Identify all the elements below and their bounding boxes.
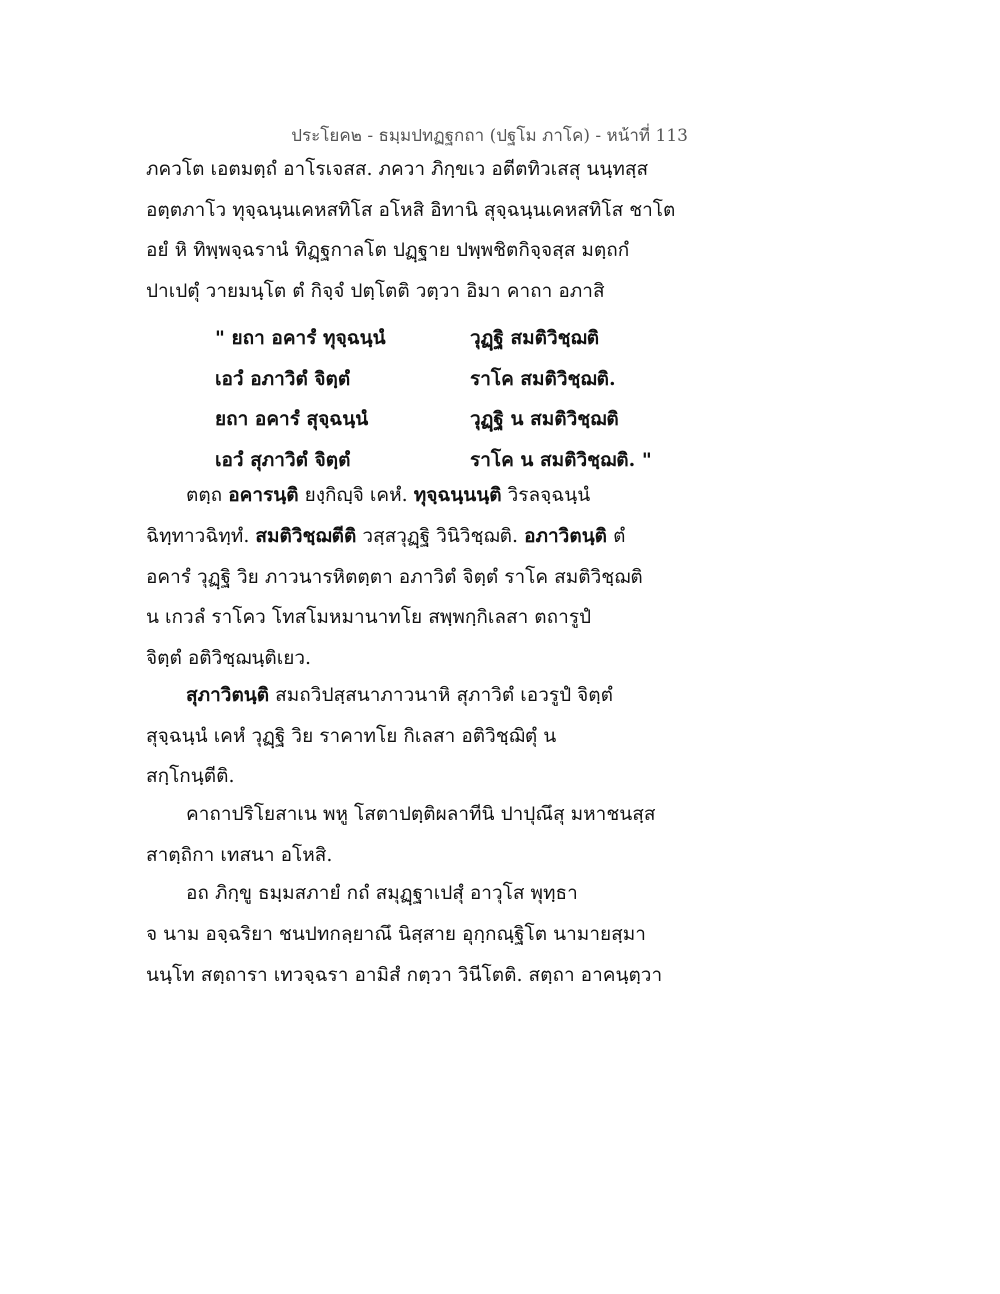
verse-left: เอวํ สุภาวิตํ จิตฺตํ <box>215 449 351 471</box>
text-run: วิรลจฺฉนฺนํ <box>501 484 591 506</box>
term-bold: สมติวิชฺฌตีติ <box>255 525 357 547</box>
verse-right: ราโค สมติวิชฺฌติ. <box>470 368 616 390</box>
verse-right: ราโค น สมติวิชฺฌติ. " <box>470 449 652 471</box>
text-run: สมถวิปสฺสนาภาวนาหิ สุภาวิตํ เอวรูปํ จิตฺตํ <box>269 684 613 706</box>
term-bold: ทุจฺฉนฺนนฺติ <box>413 484 502 506</box>
paragraph-line: สุจฺฉนฺนํ เคหํ วุฏฺฐิ วิย ราคาทโย กิเลสา อติวิชฺฌิตุํ น <box>146 725 557 747</box>
paragraph-line: อถ ภิกฺขู ธมฺมสภายํ กถํ สมุฏฺฐาเปสุํ อาวุโส พุทฺธา <box>186 882 578 904</box>
verse-right: วุฏฺฐิ น สมติวิชฺฌติ <box>470 408 619 430</box>
verse-left: ยถา อคารํ สุจฺฉนฺนํ <box>215 408 369 430</box>
paragraph-line <box>186 686 613 705</box>
paragraph-line: จ นาม อจฺฉริยา ชนปทกลฺยาณึ นิสฺสาย อุกฺกณฺฐิโต นามายสฺมา <box>146 923 646 945</box>
paragraph-line: อตฺตภาโว ทุจฺฉนฺนเคหสทิโส อโหสิ อิทานิ สุจฺฉนฺนเคหสทิโส ชาโต <box>146 199 676 221</box>
paragraph-line: สกฺโกนฺตีติ. <box>146 765 235 787</box>
paragraph-line <box>186 486 590 505</box>
verse-left: " ยถา อคารํ ทุจฺฉนฺนํ <box>215 327 386 349</box>
paragraph-line: ภควโต เอตมตฺถํ อาโรเจสส. ภควา ภิกฺขเว อตีตทิวเสสุ นนฺทสฺส <box>146 158 649 180</box>
term-bold: สุภาวิตนฺติ <box>186 684 270 706</box>
text-run: ตํ <box>607 525 626 547</box>
paragraph-line: นนฺโท สตฺถารา เทวจฺฉรา อามิสํ กตฺวา วินีโตติ. สตฺถา อาคนฺตฺวา <box>146 964 663 986</box>
text-run: ฉิทฺทาวฉิทฺทํ. <box>146 525 256 547</box>
text-run: ตตฺถ <box>186 484 229 506</box>
term-bold: อภาวิตนฺติ <box>524 525 608 547</box>
paragraph-line: อคารํ วุฏฺฐิ วิย ภาวนารหิตตฺตา อภาวิตํ จิตฺตํ ราโค สมติวิชฺฌติ <box>146 566 643 588</box>
text-run: ยงฺกิญฺจิ เคหํ. <box>298 484 414 506</box>
paragraph-line: คาถาปริโยสาเน พหู โสตาปตฺติผลาทีนิ ปาปุณึสุ มหาชนสฺส <box>186 803 656 825</box>
verse-right: วุฏฺฐิ สมติวิชฺฌติ <box>470 327 600 349</box>
paragraph-line: สาตฺถิกา เทสนา อโหสิ. <box>146 844 333 866</box>
verse-left: เอวํ อภาวิตํ จิตฺตํ <box>215 368 351 390</box>
term-bold: อคารนฺติ <box>228 484 299 506</box>
text-run: วสฺสวุฏฺฐิ วินิวิชฺฌติ. <box>356 525 525 547</box>
page-header: ประโยค๒ - ธมฺมปทฏฐกถา (ปฐโม ภาโค) - หน้าที่ 113 <box>291 126 688 146</box>
paragraph-line <box>146 527 625 546</box>
paragraph-line: ปาเปตุํ วายมนฺโต ตํ กิจฺจํ ปตฺโตติ วตฺวา อิมา คาถา อภาสิ <box>146 280 605 302</box>
paragraph-line: จิตฺตํ อติวิชฺฌนฺติเยว. <box>146 647 312 669</box>
paragraph-line: อยํ หิ ทิพฺพจฺฉรานํ ทิฏฺฐกาลโต ปฏฺฐาย ปพฺพชิตกิจฺจสฺส มตฺถกํ <box>146 239 630 261</box>
paragraph-line: น เกวลํ ราโคว โทสโมหมานาทโย สพฺพกฺกิเลสา ตถารูปํ <box>146 606 592 628</box>
